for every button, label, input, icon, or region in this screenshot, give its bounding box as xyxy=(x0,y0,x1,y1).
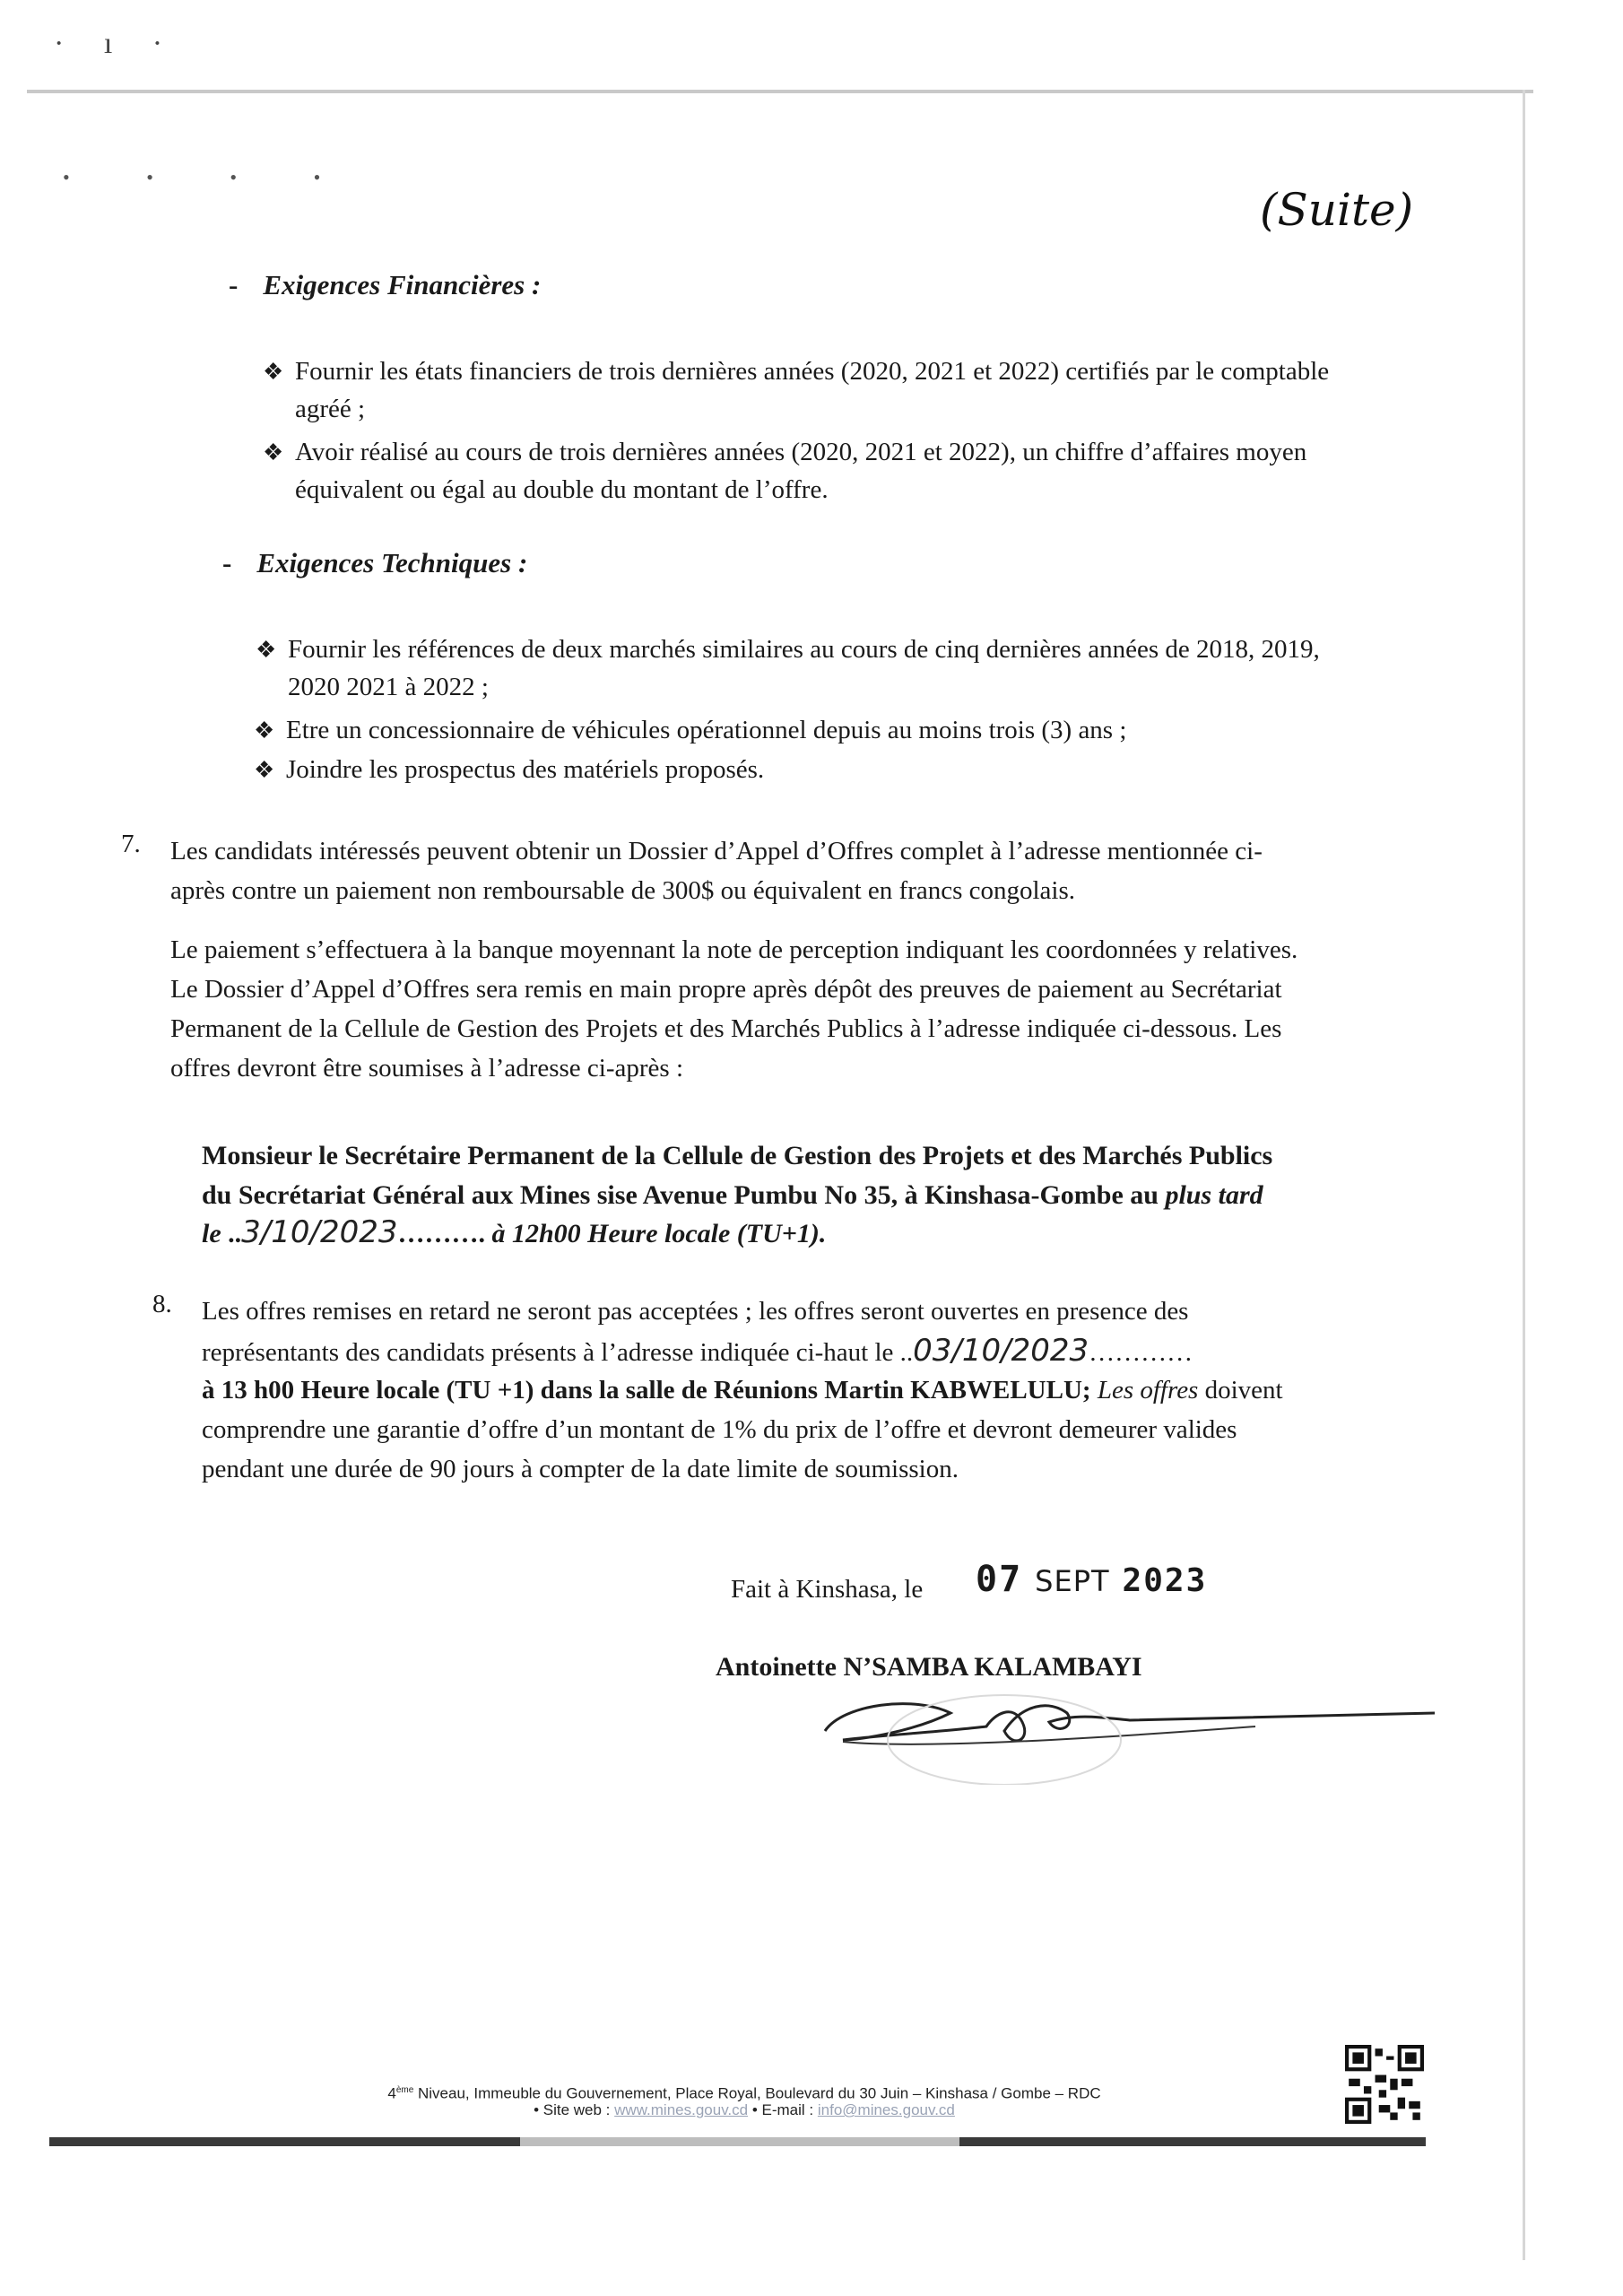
diamond-bullet-icon: ❖ xyxy=(254,757,275,783)
website-link[interactable]: www.mines.gouv.cd xyxy=(614,2101,749,2118)
item-8-number: 8. xyxy=(152,1290,172,1318)
technical-heading: - Exigences Techniques : xyxy=(222,547,528,578)
place-date-label: Fait à Kinshasa, le xyxy=(731,1575,924,1604)
payment-line-2: Le Dossier d’Appel d’Offres sera remis en main propre après dépôt des preuves de paiement au Secrétariat xyxy=(170,975,1282,1004)
technical-bullet-1-cont: 2020 2021 à 2022 ; xyxy=(288,673,489,701)
item-7-line-2: après contre un paiement non remboursable de 300$ ou équivalent en francs congolais. xyxy=(170,876,1076,905)
signatory-name: Antoinette N’SAMBA KALAMBAYI xyxy=(716,1652,1142,1682)
footer-bar-right xyxy=(959,2137,1426,2146)
financial-heading: - Exigences Financières : xyxy=(229,269,542,300)
handwritten-signature xyxy=(807,1677,1453,1785)
qr-code-icon xyxy=(1345,2045,1424,2124)
financial-heading-text: Exigences Financières : xyxy=(263,269,542,300)
footer-address: 4ème Niveau, Immeuble du Gouvernement, Place Royal, Boulevard du 30 Juin – Kinshasa / Gombe – RDC xyxy=(387,2084,1101,2102)
financial-bullet-1: ❖ Fournir les états financiers de trois dernières années (2020, 2021 et 2022) certifiés par le comptable xyxy=(263,350,1329,394)
email-link[interactable]: info@mines.gouv.cd xyxy=(817,2101,955,2118)
address-line-2: du Secrétariat Général aux Mines sise Avenue Pumbu No 35, à Kinshasa-Gombe au plus tard xyxy=(202,1180,1263,1210)
handwritten-deadline-date: 3/10/2023 xyxy=(241,1214,398,1250)
suite-label: (Suite) xyxy=(1260,184,1414,236)
diamond-bullet-icon: ❖ xyxy=(263,439,284,465)
technical-bullet-1: ❖ Fournir les références de deux marchés similaires au cours de cinq dernières années de 2018, 2019, xyxy=(256,628,1320,672)
scan-dots: • • • • xyxy=(63,166,357,188)
payment-line-3: Permanent de la Cellule de Gestion des Projets et des Marchés Publics à l’adresse indiquée ci-dessous. Les xyxy=(170,1014,1282,1043)
diamond-bullet-icon: ❖ xyxy=(263,359,284,385)
item-8-line-5: pendant une durée de 90 jours à compter de la date limite de soumission. xyxy=(202,1455,959,1483)
address-line-1: Monsieur le Secrétaire Permanent de la Cellule de Gestion des Projets et des Marchés Publics xyxy=(202,1141,1273,1170)
technical-bullet-2: ❖ Etre un concessionnaire de véhicules opérationnel depuis au moins trois (3) ans ; xyxy=(254,709,1126,752)
payment-line-4: offres devront être soumises à l’adresse ci-après : xyxy=(170,1054,683,1083)
handwritten-opening-date: 03/10/2023 xyxy=(913,1333,1089,1369)
technical-heading-text: Exigences Techniques : xyxy=(256,547,528,578)
item-7-line-1: Les candidats intéressés peuvent obtenir un Dossier d’Appel d’Offres complet à l’adresse mentionnée ci- xyxy=(170,837,1263,865)
payment-line-1: Le paiement s’effectuera à la banque moyennant la note de perception indiquant les coordonnées y relatives. xyxy=(170,935,1298,964)
technical-bullet-3: ❖ Joindre les prospectus des matériels proposés. xyxy=(254,748,764,792)
financial-bullet-2-cont: équivalent ou égal au double du montant de l’offre. xyxy=(295,475,829,504)
item-8-line-4: comprendre une garantie d’offre d’un montant de 1% du prix de l’offre et devront demeurer valides xyxy=(202,1415,1237,1444)
page-edge-right xyxy=(1523,90,1525,2260)
diamond-bullet-icon: ❖ xyxy=(256,637,277,663)
item-7-number: 7. xyxy=(121,830,141,858)
page-edge-top xyxy=(27,90,1533,93)
item-8-line-2: représentants des candidats présents à l’adresse indiquée ci-haut le ..03/10/2023………… xyxy=(202,1333,1193,1369)
footer-bar-left xyxy=(49,2137,520,2146)
footer-bar-middle xyxy=(520,2137,959,2146)
diamond-bullet-icon: ❖ xyxy=(254,718,275,744)
address-line-3: le ..3/10/2023………. à 12h00 Heure locale (TU+1). xyxy=(202,1214,827,1250)
item-8-line-3: à 13 h00 Heure locale (TU +1) dans la salle de Réunions Martin KABWELULU; Les offres doivent xyxy=(202,1376,1283,1405)
date-stamp: 07 SEPT 2023 xyxy=(976,1559,1208,1600)
financial-bullet-2: ❖ Avoir réalisé au cours de trois dernières années (2020, 2021 et 2022), un chiffre d’affaires moyen xyxy=(263,430,1306,474)
financial-bullet-1-cont: agréé ; xyxy=(295,395,366,423)
item-8-line-1: Les offres remises en retard ne seront pas acceptées ; les offres seront ouvertes en presence des xyxy=(202,1297,1189,1326)
footer-contacts: • Site web : www.mines.gouv.cd • E-mail : info@mines.gouv.cd xyxy=(534,2101,955,2118)
scan-marks: · ı · xyxy=(54,27,179,60)
